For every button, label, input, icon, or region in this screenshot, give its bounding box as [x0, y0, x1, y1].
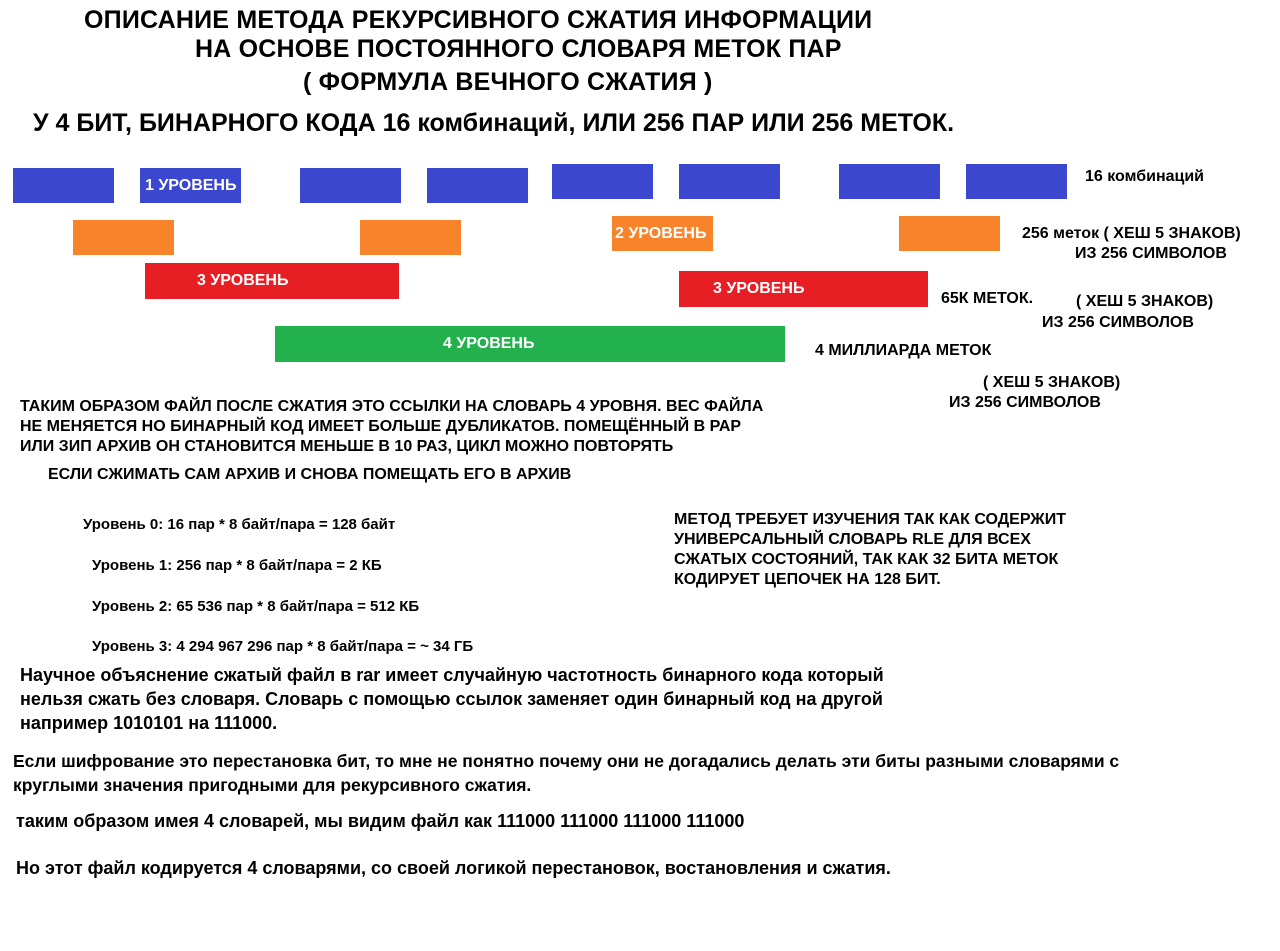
level-3-label-right: 3 УРОВЕНЬ	[713, 280, 805, 297]
marks-256-label: 256 меток ( ХЕШ 5 ЗНАКОВ)	[1022, 225, 1241, 242]
blue-box-6	[679, 164, 780, 199]
orange-box-3	[612, 216, 713, 251]
method-note-line-4: КОДИРУЕТ ЦЕПОЧЕК НА 128 БИТ.	[674, 571, 941, 588]
explanation-line-3: например 1010101 на 111000.	[20, 713, 278, 733]
method-note-line-3: СЖАТЫХ СОСТОЯНИЙ, ТАК КАК 32 БИТА МЕТОК	[674, 551, 1059, 568]
dictionaries-line: таким образом имея 4 словарей, мы видим файл как 111000 111000 111000 111000	[16, 811, 745, 831]
encryption-line-2: круглыми значения пригодными для рекурсивного сжатия.	[13, 775, 532, 795]
level-size-1: Уровень 1: 256 пар * 8 байт/пара = 2 КБ	[92, 557, 382, 574]
explanation-line-1: Научное объяснение сжатый файл в rar имеет случайную частотность бинарного кода который	[20, 665, 884, 685]
subtitle: У 4 БИТ, БИНАРНОГО КОДА 16 комбинаций, ИЛИ 256 ПАР ИЛИ 256 МЕТОК.	[33, 109, 955, 137]
marks-65k-hash-label: ( ХЕШ 5 ЗНАКОВ)	[1076, 293, 1214, 310]
level-size-2: Уровень 2: 65 536 пар * 8 байт/пара = 512 КБ	[92, 598, 420, 615]
paragraph-1-line-2: НЕ МЕНЯЕТСЯ НО БИНАРНЫЙ КОД ИМЕЕТ БОЛЬШЕ ДУБЛИКАТОВ. ПОМЕЩЁННЫЙ В РАР	[20, 418, 742, 435]
orange-box-1	[73, 220, 174, 255]
title-line-3: ( ФОРМУЛА ВЕЧНОГО СЖАТИЯ )	[303, 68, 713, 96]
method-note-line-2: УНИВЕРСАЛЬНЫЙ СЛОВАРЬ RLE ДЛЯ ВСЕХ	[674, 531, 1031, 548]
blue-box-1	[13, 168, 114, 203]
level-4-label: 4 УРОВЕНЬ	[443, 335, 535, 352]
red-box-right	[679, 271, 928, 307]
level-size-0: Уровень 0: 16 пар * 8 байт/пара = 128 байт	[83, 516, 396, 533]
method-note-line-1: МЕТОД ТРЕБУЕТ ИЗУЧЕНИЯ ТАК КАК СОДЕРЖИТ	[674, 511, 1067, 528]
blue-box-5	[552, 164, 653, 199]
marks-256-symbols-label: ИЗ 256 СИМВОЛОВ	[1075, 245, 1227, 262]
marks-65k-label: 65К МЕТОК.	[941, 290, 1034, 307]
paragraph-1-line-3: ИЛИ ЗИП АРХИВ ОН СТАНОВИТСЯ МЕНЬШЕ В 10 РАЗ, ЦИКЛ МОЖНО ПОВТОРЯТЬ	[20, 438, 674, 455]
title-line-2: НА ОСНОВЕ ПОСТОЯННОГО СЛОВАРЯ МЕТОК ПАР	[195, 35, 842, 63]
blue-box-8	[966, 164, 1067, 199]
level-3-label-left: 3 УРОВЕНЬ	[197, 272, 289, 289]
marks-65k-symbols-label: ИЗ 256 СИМВОЛОВ	[1042, 314, 1194, 331]
level-1-label: 1 УРОВЕНЬ	[145, 176, 237, 194]
blue-box-2	[140, 168, 241, 203]
level-2-label: 2 УРОВЕНЬ	[615, 224, 707, 242]
blue-box-7	[839, 164, 940, 199]
final-line: Но этот файл кодируется 4 словарями, со своей логикой перестановок, востановления и сжатия.	[16, 858, 891, 878]
paragraph-1-line-1: ТАКИМ ОБРАЗОМ ФАЙЛ ПОСЛЕ СЖАТИЯ ЭТО ССЫЛКИ НА СЛОВАРЬ 4 УРОВНЯ. ВЕС ФАЙЛА	[20, 398, 764, 415]
blue-box-3	[300, 168, 401, 203]
explanation-line-2: нельзя сжать без словаря. Словарь с помощью ссылок заменяет один бинарный код на другой	[20, 689, 883, 709]
orange-box-4	[899, 216, 1000, 251]
paragraph-1-line-4: ЕСЛИ СЖИМАТЬ САМ АРХИВ И СНОВА ПОМЕЩАТЬ ЕГО В АРХИВ	[48, 466, 572, 483]
level-size-3: Уровень 3: 4 294 967 296 пар * 8 байт/пара = ~ 34 ГБ	[92, 638, 474, 655]
marks-4b-hash-label: ( ХЕШ 5 ЗНАКОВ)	[983, 374, 1121, 391]
combinations-label: 16 комбинаций	[1085, 168, 1205, 185]
title-line-1: ОПИСАНИЕ МЕТОДА РЕКУРСИВНОГО СЖАТИЯ ИНФОРМАЦИИ	[84, 6, 873, 34]
red-box-left	[145, 263, 399, 299]
marks-4b-label: 4 МИЛЛИАРДА МЕТОК	[815, 342, 992, 359]
orange-box-2	[360, 220, 461, 255]
green-box	[275, 326, 785, 362]
encryption-line-1: Если шифрование это перестановка бит, то мне не понятно почему они не догадались делать эти биты разными словарями с	[13, 751, 1120, 771]
marks-4b-symbols-label: ИЗ 256 СИМВОЛОВ	[949, 394, 1101, 411]
blue-box-4	[427, 168, 528, 203]
